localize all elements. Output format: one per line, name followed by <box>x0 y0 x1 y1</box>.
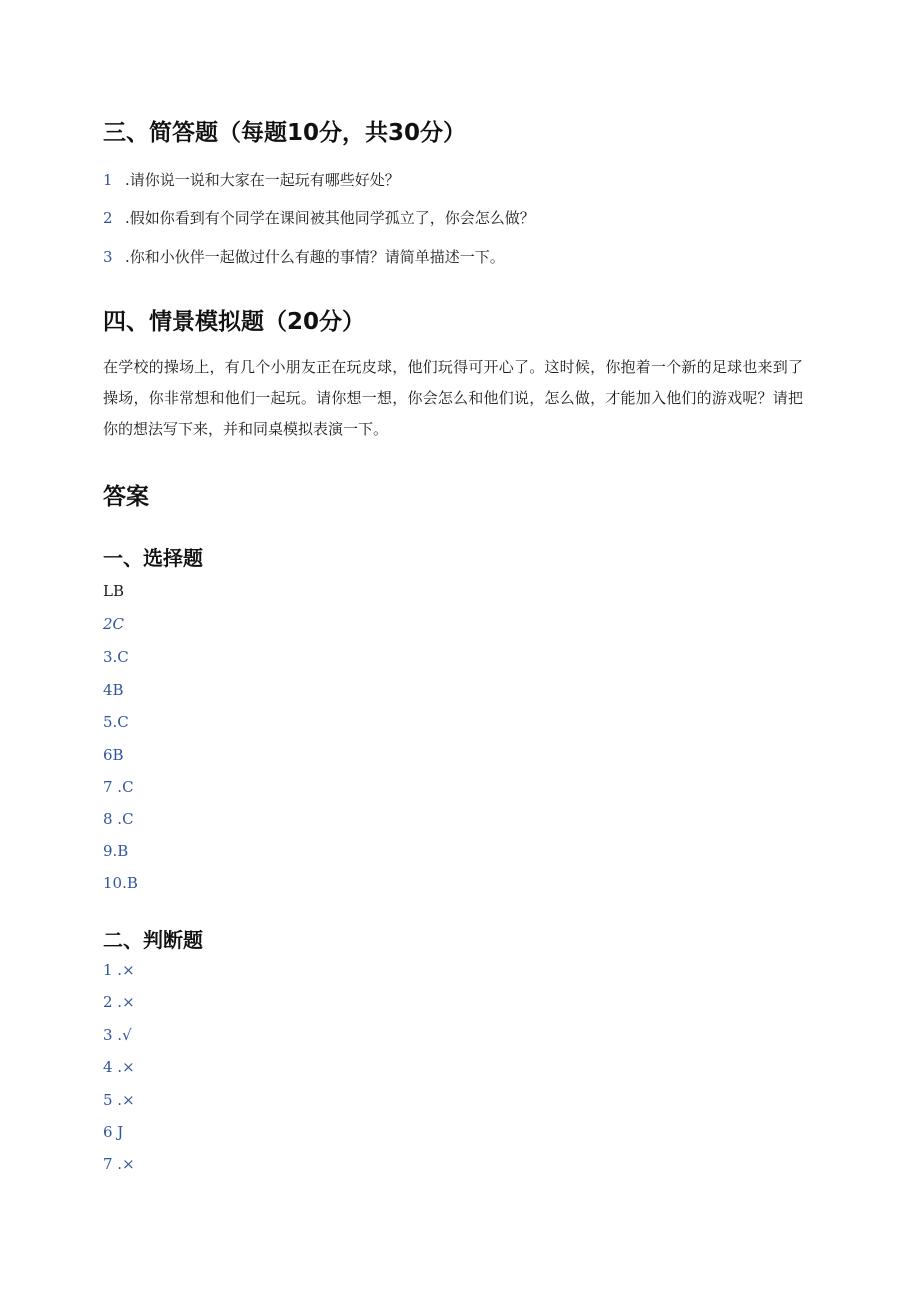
answer-item: 7 .C <box>103 778 134 796</box>
question-2 <box>103 208 803 228</box>
answer-item: LB <box>103 582 124 600</box>
section4-title: 四、情景模拟题（20分） <box>103 309 366 335</box>
question-3 <box>103 247 803 267</box>
answer-item: 2 .× <box>103 993 135 1011</box>
answer-item: 3 .√ <box>103 1026 132 1044</box>
question-3-number: 3 <box>103 248 113 266</box>
document-page <box>103 118 803 1174</box>
answer-item: 6B <box>103 746 124 764</box>
question-2-number: 2 <box>103 209 113 227</box>
section3-title: 三、简答题（每题10分，共30分） <box>103 120 467 146</box>
answers-part2-title: 二、判断题 <box>103 928 203 952</box>
question-1 <box>103 170 803 190</box>
answer-item: 8 .C <box>103 810 134 828</box>
answers-part1-list <box>103 581 803 893</box>
answer-item: 5.C <box>103 713 129 731</box>
answer-item: 4 .× <box>103 1058 135 1076</box>
answer-item: 9.B <box>103 842 129 860</box>
section3-questions <box>103 170 803 267</box>
answer-item: 3.C <box>103 648 129 666</box>
answer-item: 10.B <box>103 874 138 892</box>
answer-item: 5 .× <box>103 1091 135 1109</box>
answer-item: 6 J <box>103 1123 124 1141</box>
question-1-text: .请你说一说和大家在一起玩有哪些好处？ <box>125 171 400 189</box>
answers-part1-title: 一、选择题 <box>103 546 203 570</box>
answer-item: 4B <box>103 681 124 699</box>
answer-item: 2C <box>103 615 125 633</box>
answers-title: 答案 <box>103 484 149 510</box>
question-3-text: .你和小伙伴一起做过什么有趣的事情？请简单描述一下。 <box>125 248 505 266</box>
answers-part2-list <box>103 960 803 1174</box>
answer-item: 1 .× <box>103 961 135 979</box>
section4-paragraph: 在学校的操场上，有几个小朋友正在玩皮球，他们玩得可开心了。这时候，你抱着一个新的足球也来到了操场，你非常想和他们一起玩。请你想一想，你会怎么和他们说，怎么做，才能加入他们的游戏呢？请把你的想法写下来，并和同桌模拟表演一下。 <box>103 358 803 438</box>
answer-item: 7 .× <box>103 1155 135 1173</box>
question-1-number: 1 <box>103 171 113 189</box>
question-2-text: .假如你看到有个同学在课间被其他同学孤立了，你会怎么做？ <box>125 209 535 227</box>
